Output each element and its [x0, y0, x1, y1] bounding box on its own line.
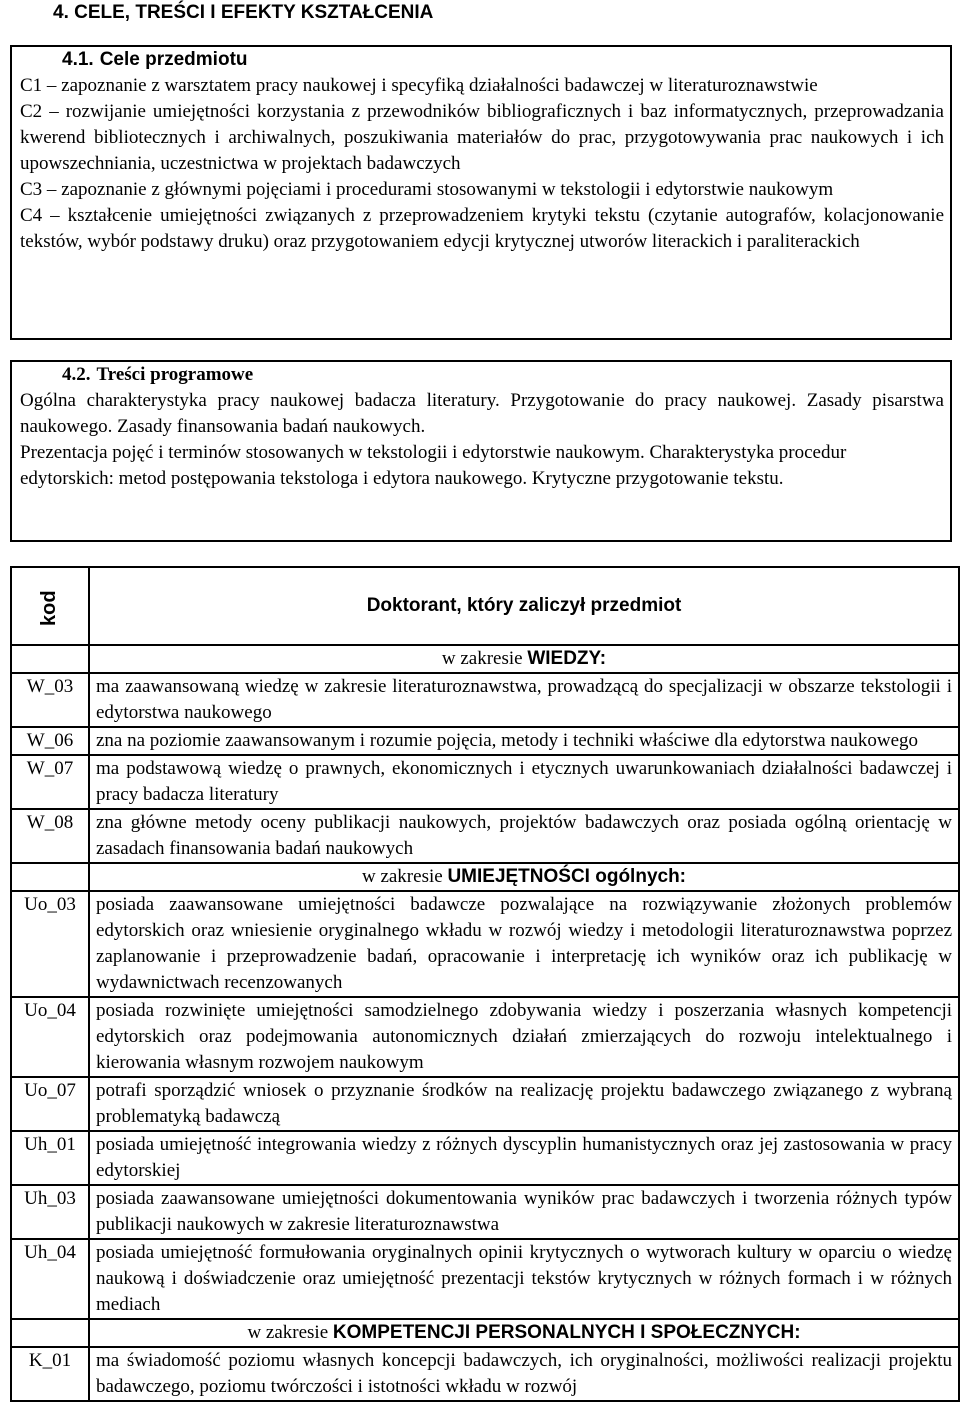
outcome-description: potrafi sporządzić wniosek o przyznanie środków na realizację projektu badawczego związanego z wybraną problematyką badawczą: [89, 1077, 959, 1131]
outcome-code: W_08: [11, 809, 89, 863]
outcome-description: ma podstawową wiedzę o prawnych, ekonomicznych i etycznych uwarunkowaniach działalności badawczej i pracy badacza literatury: [89, 755, 959, 809]
outcome-description: zna na poziomie zaawansowanym i rozumie pojęcia, metody i techniki właściwe dla edytorstwa naukowego: [89, 727, 959, 755]
goals-box: [10, 45, 952, 340]
outcome-code: Uh_01: [11, 1131, 89, 1185]
outcome-description: posiada zaawansowane umiejętności dokumentowania wyników prac badawczych i tworzenia różnych typów publikacji naukowych w zakresie literaturoznawstwa: [89, 1185, 959, 1239]
table-row: [11, 727, 959, 755]
table-row: [11, 1185, 959, 1239]
outcome-description: zna główne metody oceny publikacji naukowych, projektów badawczych oraz posiada ogólną orientację w zasadach finansowania badań naukowych: [89, 809, 959, 863]
outcome-description: ma świadomość poziomu własnych koncepcji badawczych, ich oryginalności, możliwości realizacji projektu badawczego, poziomu twórczości i istotności wkładu w rozwój: [89, 1347, 959, 1401]
table-row: [11, 1239, 959, 1319]
contents-section-number: 4.2.: [62, 364, 91, 385]
group-name: UMIEJĘTNOŚCI ogólnych:: [447, 866, 687, 887]
outcome-code: W_07: [11, 755, 89, 809]
outcome-description: posiada umiejętność integrowania wiedzy z różnych dyscyplin humanistycznych oraz jej zastosowania w pracy edytorskiej: [89, 1131, 959, 1185]
goals-section-number: 4.1.: [62, 49, 94, 70]
group-prefix: w zakresie: [361, 866, 448, 887]
outcome-code: Uh_04: [11, 1239, 89, 1319]
outcome-code: W_06: [11, 727, 89, 755]
contents-section-title: [20, 362, 950, 388]
outcome-code: W_03: [11, 673, 89, 727]
group-prefix: w zakresie: [441, 648, 528, 669]
goal-item: C3 – zapoznanie z głównymi pojęciami i procedurami stosowanymi w tekstologii i edytorstwie naukowym: [20, 179, 834, 200]
group-name: WIEDZY:: [527, 648, 607, 669]
outcome-description: posiada rozwinięte umiejętności samodzielnego zdobywania wiedzy i poszerzania własnych kompetencji edytorskich oraz podejmowania autonomicznych działań zmierzających do rozwoju intelektualnego i kierowania własnym rozwojem naukowym: [89, 997, 959, 1077]
table-row: [11, 809, 959, 863]
chapter-heading: 4. CELE, TREŚCI I EFEKTY KSZTAŁCENIA: [53, 2, 434, 23]
goals-section-label: Cele przedmiotu: [99, 49, 248, 70]
outcome-description: ma zaawansowaną wiedzę w zakresie literaturoznawstwa, prowadzącą do specjalizacji w obszarze tekstologii i edytorstwa naukowego: [89, 673, 959, 727]
table-row: [11, 891, 959, 997]
table-row: [11, 997, 959, 1077]
group-code-cell: [11, 1319, 89, 1347]
table-body: [11, 645, 959, 1401]
contents-section-label: Treści programowe: [96, 364, 254, 385]
contents-paragraph: Ogólna charakterystyka pracy naukowej badacza literatury. Przygotowanie do pracy naukowej. Zasady pisarstwa naukowego. Zasady finansowania badań naukowych.: [20, 390, 944, 437]
group-header-row: [11, 645, 959, 673]
table-row: [11, 1077, 959, 1131]
code-column-header: kod: [11, 567, 89, 645]
outcome-description: posiada umiejętność formułowania oryginalnych opinii krytycznych o wytworach kultury w oparciu o wiedzę naukową i doświadczenie oraz umiejętność prezentacji tekstów krytycznych w różnych formach i w różnych mediach: [89, 1239, 959, 1319]
outcome-code: Uo_03: [11, 891, 89, 997]
contents-box: [10, 360, 952, 542]
group-header: [89, 863, 959, 891]
table-header-row: [11, 567, 959, 645]
goal-item: C1 – zapoznanie z warsztatem pracy naukowej i specyfiką działalności badawczej w literaturoznawstwie: [20, 75, 818, 96]
group-header-row: [11, 1319, 959, 1347]
table-row: [11, 755, 959, 809]
goal-item: C2 – rozwijanie umiejętności korzystania z przewodników bibliograficznych i baz informatycznych, przeprowadzania kwerend bibliotecznych i archiwalnych, poszukiwania materiałów do prac, przygotowywania prac naukowych i ich upowszechniania, uczestnictwa w projektach badawczych: [20, 101, 944, 174]
goal-item: C4 – kształcenie umiejętności związanych z przeprowadzeniem krytyki tekstu (czytanie autografów, kolacjonowanie tekstów, wybór podstawy druku) oraz przygotowaniem edycji krytycznej utworów literackich i paraliterackich: [20, 205, 944, 252]
group-header-row: [11, 863, 959, 891]
group-name: KOMPETENCJI PERSONALNYCH I SPOŁECZNYCH:: [332, 1322, 801, 1343]
group-header: [89, 645, 959, 673]
group-code-cell: [11, 863, 89, 891]
table-row: [11, 673, 959, 727]
learning-outcomes-table: [10, 566, 960, 1402]
goals-section-title: [20, 47, 950, 73]
outcome-code: K_01: [11, 1347, 89, 1401]
contents-paragraph: Prezentacja pojęć i terminów stosowanych w tekstologii i edytorstwie naukowym. Charakterystyka procedur edytorskich: metod postępowania tekstologa i edytora naukowego. Krytyczne przygotowanie tekstu.: [20, 442, 847, 489]
group-header: [89, 1319, 959, 1347]
table-row: [11, 1131, 959, 1185]
table-row: [11, 1347, 959, 1401]
outcome-description: posiada zaawansowane umiejętności badawcze pozwalające na rozwiązywanie złożonych problemów edytorskich oraz wniesienie oryginalnego wkładu w rozwój wiedzy i metodologii literaturoznawstwa poprzez zaplanowanie i przeprowadzenie badań, opracowanie i interpretację ich wyników oraz ich publikację w wydawnictwach recenzowanych: [89, 891, 959, 997]
outcome-code: Uo_07: [11, 1077, 89, 1131]
group-prefix: w zakresie: [247, 1322, 333, 1343]
group-code-cell: [11, 645, 89, 673]
outcome-code: Uo_04: [11, 997, 89, 1077]
description-column-header: Doktorant, który zaliczył przedmiot: [89, 567, 959, 645]
outcome-code: Uh_03: [11, 1185, 89, 1239]
